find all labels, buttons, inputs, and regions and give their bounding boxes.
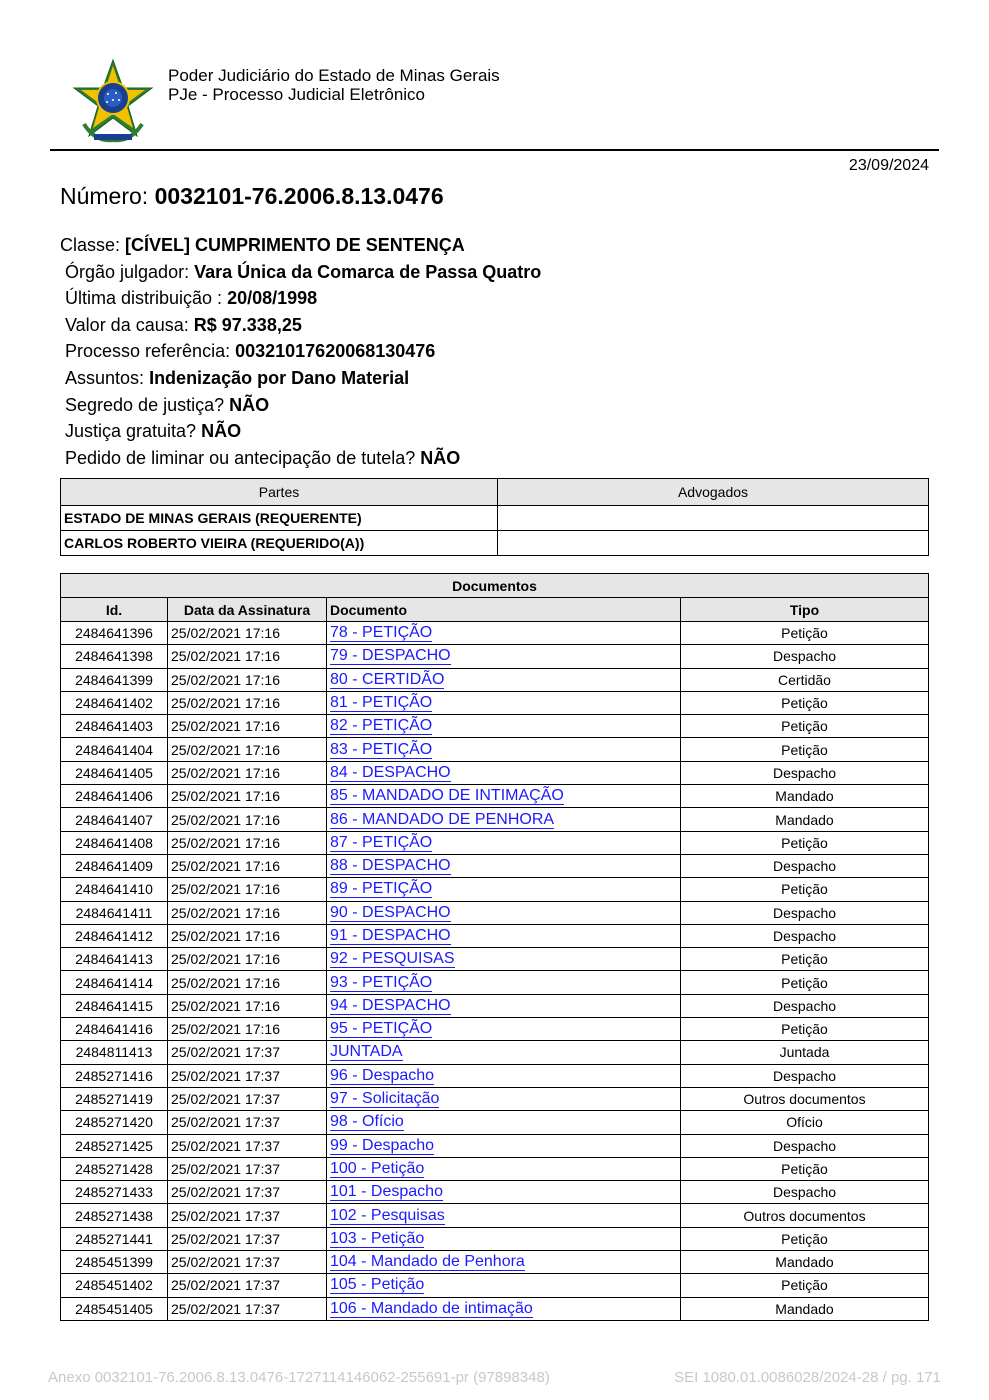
doc-link-cell: [327, 622, 681, 645]
doc-type-cell: Mandado: [681, 808, 929, 831]
table-row: [61, 1227, 929, 1250]
doc-id-cell: 2484641407: [61, 808, 168, 831]
partes-table: [60, 478, 929, 556]
document-link[interactable]: 93 - PETIÇÃO: [330, 973, 433, 991]
documentos-title: Documentos: [61, 574, 929, 598]
advogados-header: Advogados: [498, 479, 929, 506]
process-number-label: Número:: [60, 183, 149, 209]
document-link[interactable]: 91 - DESPACHO: [330, 927, 451, 944]
doc-type-cell: Petição: [681, 715, 929, 738]
document-link[interactable]: 88 - DESPACHO: [330, 857, 451, 875]
doc-date-cell: 25/02/2021 17:16: [168, 901, 327, 924]
info-row-orgao: [60, 259, 541, 286]
doc-id-cell: 2485271419: [61, 1087, 168, 1110]
doc-id-cell: 2485451399: [61, 1251, 168, 1274]
doc-date-cell: 25/02/2021 17:37: [168, 1134, 327, 1157]
doc-id-cell: 2485271425: [61, 1134, 168, 1157]
doc-link-cell: [327, 1111, 681, 1134]
doc-date-cell: 25/02/2021 17:16: [168, 831, 327, 854]
doc-link-cell: [327, 645, 681, 668]
doc-id-cell: 2484641404: [61, 738, 168, 761]
table-row: [61, 1181, 929, 1204]
table-row: [61, 854, 929, 877]
doc-type-cell: Despacho: [681, 645, 929, 668]
table-row: [61, 738, 929, 761]
col-header-id: Id.: [61, 598, 168, 622]
doc-type-cell: Juntada: [681, 1041, 929, 1064]
document-link[interactable]: 84 - DESPACHO: [330, 763, 451, 781]
document-link[interactable]: 101 - Despacho: [330, 1183, 443, 1201]
doc-date-cell: 25/02/2021 17:16: [168, 971, 327, 994]
doc-date-cell: 25/02/2021 17:16: [168, 808, 327, 831]
doc-id-cell: 2484641412: [61, 924, 168, 947]
doc-type-cell: Mandado: [681, 1297, 929, 1320]
doc-link-cell: [327, 971, 681, 994]
doc-type-cell: Despacho: [681, 994, 929, 1017]
doc-link-cell: [327, 878, 681, 901]
document-link[interactable]: JUNTADA: [330, 1043, 403, 1061]
table-row: [61, 1204, 929, 1227]
doc-link-cell: [327, 854, 681, 877]
doc-date-cell: 25/02/2021 17:16: [168, 622, 327, 645]
doc-link-cell: [327, 1134, 681, 1157]
table-row: [61, 1297, 929, 1320]
document-link[interactable]: 92 - PESQUISAS: [330, 950, 455, 968]
doc-type-cell: Petição: [681, 622, 929, 645]
info-label: Pedido de liminar ou antecipação de tutela?: [65, 447, 416, 468]
document-header: [70, 58, 930, 148]
doc-type-cell: Petição: [681, 1018, 929, 1041]
document-link[interactable]: 85 - MANDADO DE INTIMAÇÃO: [330, 787, 564, 805]
table-row: [61, 668, 929, 691]
header-divider: [50, 149, 939, 151]
document-link[interactable]: 96 - Despacho: [330, 1066, 435, 1084]
col-header-data: Data da Assinatura: [168, 598, 327, 622]
table-row: [61, 785, 929, 808]
document-link[interactable]: 80 - CERTIDÃO: [330, 670, 445, 688]
doc-id-cell: 2484641410: [61, 878, 168, 901]
doc-date-cell: 25/02/2021 17:16: [168, 878, 327, 901]
info-label: Assuntos:: [65, 367, 145, 388]
doc-date-cell: 25/02/2021 17:16: [168, 761, 327, 784]
doc-date-cell: 25/02/2021 17:37: [168, 1251, 327, 1274]
document-link[interactable]: 103 - Petição: [330, 1229, 425, 1247]
doc-date-cell: 25/02/2021 17:16: [168, 785, 327, 808]
doc-link-cell: [327, 1064, 681, 1087]
table-row: [61, 1064, 929, 1087]
document-link[interactable]: 83 - PETIÇÃO: [330, 740, 433, 758]
info-value: Vara Única da Comarca de Passa Quatro: [194, 261, 542, 282]
document-link[interactable]: 95 - PETIÇÃO: [330, 1020, 433, 1038]
col-header-tipo: Tipo: [681, 598, 929, 622]
doc-id-cell: 2484641416: [61, 1018, 168, 1041]
doc-link-cell: [327, 1274, 681, 1297]
doc-id-cell: 2484641402: [61, 691, 168, 714]
doc-link-cell: [327, 1157, 681, 1180]
doc-id-cell: 2484641409: [61, 854, 168, 877]
process-info: [60, 232, 541, 471]
info-label: Justiça gratuita?: [65, 421, 197, 442]
doc-type-cell: Petição: [681, 738, 929, 761]
info-value: NÃO: [229, 394, 270, 415]
header-text: [168, 66, 500, 104]
info-row-classe: [60, 232, 541, 259]
doc-type-cell: Despacho: [681, 1134, 929, 1157]
documentos-body: [61, 622, 929, 1321]
doc-link-cell: [327, 738, 681, 761]
table-row: [61, 878, 929, 901]
document-link[interactable]: 94 - DESPACHO: [330, 996, 451, 1014]
doc-date-cell: 25/02/2021 17:37: [168, 1204, 327, 1227]
info-value: Indenização por Dano Material: [149, 367, 410, 388]
doc-date-cell: 25/02/2021 17:16: [168, 645, 327, 668]
document-link[interactable]: 98 - Ofício: [330, 1113, 404, 1131]
doc-id-cell: 2484641411: [61, 901, 168, 924]
doc-type-cell: Petição: [681, 1227, 929, 1250]
table-row: [61, 971, 929, 994]
table-row: [61, 1041, 929, 1064]
document-link[interactable]: 105 - Petição: [330, 1276, 425, 1294]
doc-link-cell: [327, 1018, 681, 1041]
document-link[interactable]: 97 - Solicitação: [330, 1090, 440, 1108]
doc-type-cell: Petição: [681, 971, 929, 994]
doc-id-cell: 2484641406: [61, 785, 168, 808]
doc-link-cell: [327, 785, 681, 808]
doc-id-cell: 2484641396: [61, 622, 168, 645]
process-number-value: 0032101-76.2006.8.13.0476: [154, 183, 444, 209]
table-row: [61, 691, 929, 714]
doc-type-cell: Despacho: [681, 924, 929, 947]
table-row: [61, 924, 929, 947]
doc-link-cell: [327, 994, 681, 1017]
doc-link-cell: [327, 1204, 681, 1227]
doc-type-cell: Outros documentos: [681, 1204, 929, 1227]
doc-id-cell: 2484641399: [61, 668, 168, 691]
table-row: [61, 622, 929, 645]
document-link[interactable]: 106 - Mandado de intimação: [330, 1299, 533, 1317]
info-value: R$ 97.338,25: [193, 314, 302, 335]
doc-date-cell: 25/02/2021 17:37: [168, 1157, 327, 1180]
doc-date-cell: 25/02/2021 17:37: [168, 1111, 327, 1134]
doc-link-cell: [327, 1087, 681, 1110]
doc-id-cell: 2485271428: [61, 1157, 168, 1180]
brazil-coat-of-arms-icon: [70, 58, 156, 144]
doc-id-cell: 2484641408: [61, 831, 168, 854]
table-row: [61, 1274, 929, 1297]
doc-date-cell: 25/02/2021 17:16: [168, 924, 327, 947]
doc-type-cell: Ofício: [681, 1111, 929, 1134]
table-row: [61, 901, 929, 924]
doc-id-cell: 2485271438: [61, 1204, 168, 1227]
doc-date-cell: 25/02/2021 17:37: [168, 1064, 327, 1087]
doc-type-cell: Petição: [681, 691, 929, 714]
doc-date-cell: 25/02/2021 17:16: [168, 715, 327, 738]
info-label: Classe:: [60, 235, 121, 255]
doc-type-cell: Mandado: [681, 785, 929, 808]
doc-id-cell: 2485271441: [61, 1227, 168, 1250]
partes-header: Partes: [61, 479, 498, 506]
col-header-documento: Documento: [327, 598, 681, 622]
table-row: [61, 1111, 929, 1134]
table-row: [61, 1087, 929, 1110]
doc-link-cell: [327, 948, 681, 971]
doc-link-cell: [327, 1041, 681, 1064]
doc-link-cell: [327, 715, 681, 738]
doc-type-cell: Despacho: [681, 1181, 929, 1204]
doc-type-cell: Petição: [681, 1157, 929, 1180]
doc-date-cell: 25/02/2021 17:37: [168, 1181, 327, 1204]
process-number: [60, 183, 444, 210]
info-value: NÃO: [420, 447, 461, 468]
doc-type-cell: Certidão: [681, 668, 929, 691]
doc-date-cell: 25/02/2021 17:16: [168, 738, 327, 761]
info-label: Segredo de justiça?: [65, 394, 225, 415]
doc-id-cell: 2484641413: [61, 948, 168, 971]
doc-date-cell: 25/02/2021 17:37: [168, 1297, 327, 1320]
doc-type-cell: Petição: [681, 831, 929, 854]
doc-link-cell: [327, 1227, 681, 1250]
doc-id-cell: 2484641415: [61, 994, 168, 1017]
doc-link-cell: [327, 1297, 681, 1320]
table-row: [61, 948, 929, 971]
document-link[interactable]: 81 - PETIÇÃO: [330, 694, 433, 712]
doc-type-cell: Outros documentos: [681, 1087, 929, 1110]
document-link[interactable]: 104 - Mandado de Penhora: [330, 1253, 525, 1271]
document-link[interactable]: 87 - PETIÇÃO: [330, 833, 433, 851]
doc-date-cell: 25/02/2021 17:16: [168, 1018, 327, 1041]
info-row-distribuicao: [60, 285, 541, 312]
document-link[interactable]: 78 - PETIÇÃO: [330, 624, 433, 642]
doc-type-cell: Petição: [681, 948, 929, 971]
info-row-liminar: [60, 445, 541, 472]
doc-link-cell: [327, 668, 681, 691]
table-row: [61, 1157, 929, 1180]
document-link[interactable]: 100 - Petição: [330, 1159, 425, 1177]
doc-date-cell: 25/02/2021 17:37: [168, 1274, 327, 1297]
doc-id-cell: 2485271433: [61, 1181, 168, 1204]
parte-cell: CARLOS ROBERTO VIEIRA (REQUERIDO(A)): [61, 531, 498, 556]
doc-date-cell: 25/02/2021 17:16: [168, 668, 327, 691]
table-row: [61, 994, 929, 1017]
document-link[interactable]: 82 - PETIÇÃO: [330, 717, 433, 735]
doc-id-cell: 2484811413: [61, 1041, 168, 1064]
doc-type-cell: Despacho: [681, 901, 929, 924]
footer-annex: Anexo 0032101-76.2006.8.13.0476-1727114146062-255691-pr (97898348): [48, 1369, 550, 1386]
doc-type-cell: Despacho: [681, 761, 929, 784]
table-row: [61, 831, 929, 854]
info-row-valor: [60, 312, 541, 339]
doc-date-cell: 25/02/2021 17:16: [168, 854, 327, 877]
partes-row: [61, 506, 929, 531]
doc-link-cell: [327, 1181, 681, 1204]
footer-sei-page: SEI 1080.01.0086028/2024-28 / pg. 171: [674, 1369, 941, 1386]
doc-link-cell: [327, 831, 681, 854]
doc-link-cell: [327, 924, 681, 947]
table-row: [61, 761, 929, 784]
doc-link-cell: [327, 691, 681, 714]
document-link[interactable]: 86 - MANDADO DE PENHORA: [330, 810, 555, 828]
doc-date-cell: 25/02/2021 17:16: [168, 948, 327, 971]
system-name: PJe - Processo Judicial Eletrônico: [168, 85, 426, 104]
info-row-gratuita: [60, 418, 541, 445]
doc-id-cell: 2485271416: [61, 1064, 168, 1087]
doc-id-cell: 2485271420: [61, 1111, 168, 1134]
doc-date-cell: 25/02/2021 17:37: [168, 1227, 327, 1250]
doc-id-cell: 2484641398: [61, 645, 168, 668]
document-link[interactable]: 102 - Pesquisas: [330, 1206, 445, 1224]
doc-date-cell: 25/02/2021 17:16: [168, 994, 327, 1017]
table-row: [61, 808, 929, 831]
document-link[interactable]: 79 - DESPACHO: [330, 647, 451, 665]
table-row: [61, 1134, 929, 1157]
court-name: Poder Judiciário do Estado de Minas Gerais: [168, 66, 500, 85]
table-row: [61, 645, 929, 668]
partes-header-row: [61, 479, 929, 506]
doc-link-cell: [327, 901, 681, 924]
doc-date-cell: 25/02/2021 17:37: [168, 1087, 327, 1110]
document-link[interactable]: 89 - PETIÇÃO: [330, 880, 433, 898]
doc-date-cell: 25/02/2021 17:16: [168, 691, 327, 714]
doc-id-cell: 2484641414: [61, 971, 168, 994]
info-label: Valor da causa:: [65, 314, 189, 335]
parte-cell: ESTADO DE MINAS GERAIS (REQUERENTE): [61, 506, 498, 531]
document-link[interactable]: 90 - DESPACHO: [330, 903, 451, 921]
table-row: [61, 1018, 929, 1041]
info-value: NÃO: [201, 421, 242, 442]
doc-type-cell: Petição: [681, 878, 929, 901]
documentos-table: [60, 573, 929, 1321]
doc-type-cell: Mandado: [681, 1251, 929, 1274]
info-value: 00321017620068130476: [235, 341, 436, 362]
doc-link-cell: [327, 808, 681, 831]
info-row-segredo: [60, 392, 541, 419]
info-label: Processo referência:: [65, 341, 231, 362]
doc-id-cell: 2485451405: [61, 1297, 168, 1320]
info-label: Órgão julgador:: [65, 261, 190, 282]
doc-type-cell: Despacho: [681, 1064, 929, 1087]
doc-id-cell: 2485451402: [61, 1274, 168, 1297]
doc-type-cell: Despacho: [681, 854, 929, 877]
table-row: [61, 715, 929, 738]
doc-id-cell: 2484641403: [61, 715, 168, 738]
doc-date-cell: 25/02/2021 17:37: [168, 1041, 327, 1064]
info-label: Última distribuição :: [65, 288, 223, 309]
document-date: 23/09/2024: [848, 157, 929, 174]
doc-id-cell: 2484641405: [61, 761, 168, 784]
info-row-assuntos: [60, 365, 541, 392]
table-row: [61, 1251, 929, 1274]
info-row-referencia: [60, 338, 541, 365]
documentos-title-row: [61, 574, 929, 598]
doc-type-cell: Petição: [681, 1274, 929, 1297]
info-value: [CÍVEL] CUMPRIMENTO DE SENTENÇA: [125, 235, 465, 255]
documentos-header-row: [61, 598, 929, 622]
partes-row: [61, 531, 929, 556]
document-link[interactable]: 99 - Despacho: [330, 1136, 435, 1154]
advogado-cell: [498, 531, 929, 556]
doc-link-cell: [327, 761, 681, 784]
info-value: 20/08/1998: [227, 288, 318, 309]
advogado-cell: [498, 506, 929, 531]
doc-link-cell: [327, 1251, 681, 1274]
